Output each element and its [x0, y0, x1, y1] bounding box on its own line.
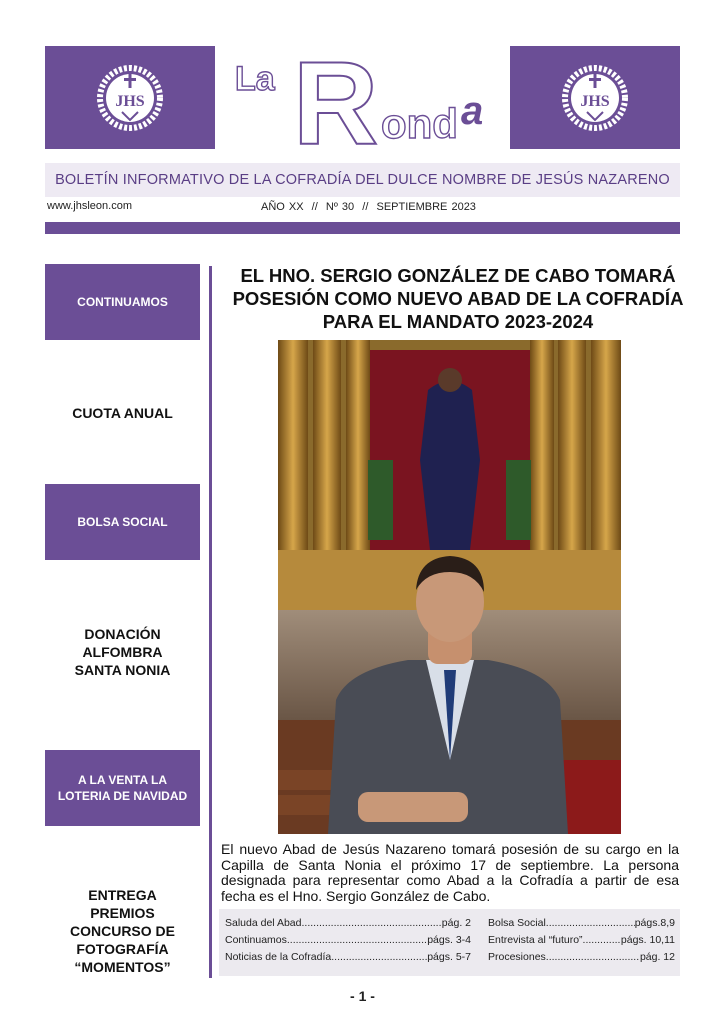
toc-entry[interactable]	[488, 932, 675, 949]
toc-entry-label: Noticias de la Cofradía	[225, 951, 332, 963]
website-link[interactable]: www.jhsleon.com	[47, 200, 132, 212]
sidebar-item-label: A LA VENTA LA LOTERIA DE NAVIDAD	[57, 773, 188, 803]
toc-entry-label: Bolsa Social	[488, 917, 546, 929]
header-divider	[45, 222, 680, 234]
bulletin-subtitle: BOLETÍN INFORMATIVO DE LA COFRADÍA DEL DULCE NOMBRE DE JESÚS NAZARENO	[55, 172, 670, 188]
toc-entry-page: págs. 10,11	[620, 934, 675, 946]
article-photo	[278, 340, 621, 834]
toc-entry-label: Procesiones	[488, 951, 546, 963]
toc-entry-page: págs.8,9	[634, 917, 675, 929]
toc-entry-page: pág. 12	[639, 951, 675, 963]
sidebar-item-donacion-alfombra[interactable]	[45, 625, 200, 679]
masthead-rest: ond	[381, 100, 458, 147]
issue-info: AÑO XX // Nº 30 // SEPTIEMBRE 2023	[261, 201, 476, 213]
sidebar-item-label: DONACIÓN ALFOMBRA SANTA NONIA	[74, 626, 171, 678]
article-headline: EL HNO. SERGIO GONZÁLEZ DE CABO TOMARÁ POSESIÓN COMO NUEVO ABAD DE LA COFRADÍA PARA EL MANDATO 2023-2024	[232, 265, 684, 332]
toc-right-column	[488, 915, 675, 966]
sidebar-item-label: BOLSA SOCIAL	[77, 515, 168, 529]
sidebar-divider	[209, 266, 212, 978]
masthead-end-letter: a	[461, 89, 484, 133]
sidebar-item-label: CONTINUAMOS	[77, 295, 168, 309]
table-of-contents	[219, 909, 680, 976]
toc-entry[interactable]	[225, 915, 471, 932]
toc-entry-page: págs. 3-4	[427, 934, 471, 946]
sidebar-item-loteria[interactable]	[45, 750, 200, 826]
toc-entry-page: pág. 2	[441, 917, 471, 929]
subtitle-bar	[45, 163, 680, 197]
masthead-small-word: La	[235, 60, 275, 98]
toc-left-column	[225, 915, 471, 966]
article-caption: El nuevo Abad de Jesús Nazareno tomará posesión de su cargo en la Capilla de Santa Nonia el próximo 17 de septiembre. La persona designada para representar como Abad a la Cofradía a partir de esa fecha es el Hno. Sergio González de Cabo.	[221, 841, 679, 904]
toc-entry-label: Saluda del Abad	[225, 917, 302, 929]
toc-entry[interactable]	[488, 949, 675, 966]
sidebar-item-concurso-fotografia[interactable]	[45, 886, 200, 976]
toc-entry[interactable]	[225, 932, 471, 949]
emblem-letters: JHS	[115, 92, 145, 110]
toc-entry[interactable]	[225, 949, 471, 966]
masthead-big-letter: R	[293, 38, 379, 153]
sidebar-item-cuota-anual[interactable]	[45, 404, 200, 422]
cofradia-emblem-icon	[94, 62, 166, 134]
toc-entry[interactable]	[488, 915, 675, 932]
cofradia-emblem-icon	[559, 62, 631, 134]
masthead-logo	[215, 38, 510, 153]
emblem-box-right	[510, 46, 680, 149]
sidebar-item-label: ENTREGA PREMIOS CONCURSO DE FOTOGRAFÍA “MOMENTOS”	[69, 887, 175, 975]
toc-entry-label: Continuamos	[225, 934, 287, 946]
page-number: - 1 -	[350, 988, 375, 1004]
emblem-box-left	[45, 46, 215, 149]
sidebar-item-label: CUOTA ANUAL	[72, 405, 173, 421]
sidebar-item-bolsa-social[interactable]	[45, 484, 200, 560]
toc-entry-page: págs. 5-7	[427, 951, 471, 963]
toc-entry-label: Entrevista al “futuro”	[488, 934, 583, 946]
sidebar-item-continuamos[interactable]	[45, 264, 200, 340]
emblem-letters: JHS	[580, 92, 610, 110]
